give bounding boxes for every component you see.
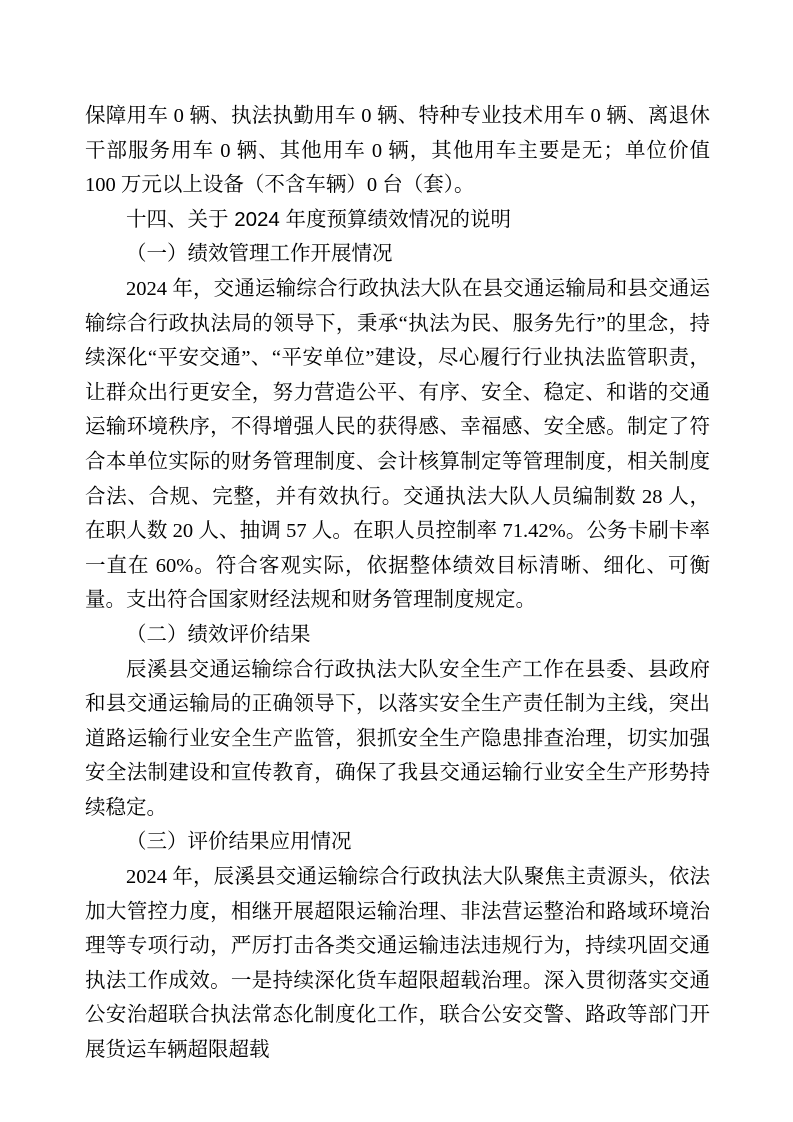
paragraph-evaluation-result: 辰溪县交通运输综合行政执法大队安全生产工作在县委、县政府和县交通运输局的正确领导下，以落实安全生产责任制为主线，突出道路运输行业安全生产监管，狠抓安全生产隐患排查治理，切实加强安全法制建设和宣传教育，确保了我县交通运输行业安全生产形势持续稳定。	[85, 658, 710, 819]
paragraph-result-application: 2024 年，辰溪县交通运输综合行政执法大队聚焦主责源头，依法加大管控力度，相继开展超限运输治理、非法营运整治和路域环境治理等专项行动，严厉打击各类交通运输违法违规行为，持续巩固交通执法工作成效。一是持续深化货车超限超载治理。深入贯彻落实交通公安治超联合执法常态化制度化工作，联合公安交警、路政等部门开展货运车辆超限超载	[85, 866, 710, 1062]
paragraph-performance-management: 2024 年，交通运输综合行政执法大队在县交通运输局和县交通运输综合行政执法局的领导下，秉承“执法为民、服务先行”的里念，持续深化“平安交通”、“平安单位”建设，尽心履行行业执法监管职责，让群众出行更安全，努力营造公平、有序、安全、稳定、和谐的交通运输环境秩序，不得增强人民的获得感、幸福感、安全感。制定了符合本单位实际的财务管理制度、会计核算制定等管理制度，相关制度合法、合规、完整，并有效执行。交通执法大队人员编制数 28 人，在职人数 20 人、抽调 57 人。在职人员控制率 71.42%。公务卡刷卡率一直在 60%。符合客观实际，依据整体绩效目标清晰、细化、可衡量。支出符合国家财经法规和财务管理制度规定。	[85, 277, 710, 612]
subsection-heading-1: （一）绩效管理工作开展情况	[126, 242, 393, 266]
subsection-heading-3: （三）评价结果应用情况	[126, 830, 352, 854]
section-heading-14: 十四、关于 2024 年度预算绩效情况的说明	[126, 207, 511, 231]
paragraph-vehicles-continuation: 保障用车 0 辆、执法执勤用车 0 辆、特种专业技术用车 0 辆、离退休干部服务用车 0 辆、其他用车 0 辆，其他用车主要是无；单位价值 100 万元以上设备（不含车辆）0 台（套）。	[85, 105, 710, 197]
subsection-heading-2: （二）绩效评价结果	[126, 622, 311, 646]
